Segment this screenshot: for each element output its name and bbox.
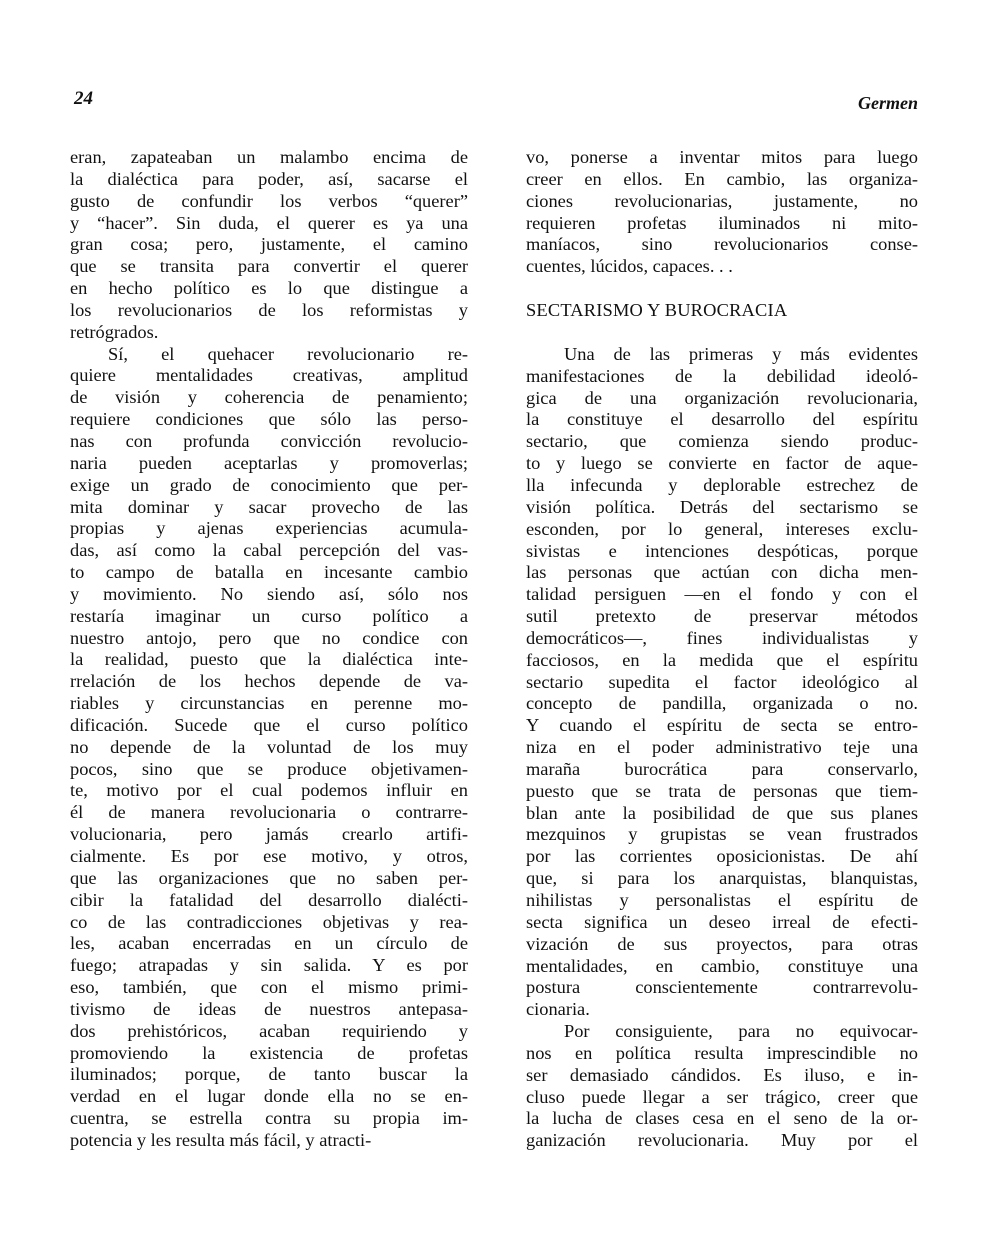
text-line: pocos, sino que se produce objetivamen-: [70, 758, 468, 779]
text-line: esconden, por lo general, intereses exclu-: [526, 518, 918, 539]
text-line: mentalidades, en cambio, constituye una: [526, 955, 918, 976]
text-line: ciones revolucionarias, justamente, no: [526, 190, 918, 211]
text-line: lla infecunda y deplorable estrechez de: [526, 474, 918, 495]
text-line: das, así como la cabal percepción del vas-: [70, 540, 468, 561]
text-line: las personas que actúan con dicha men-: [526, 562, 918, 583]
text-line: cuentes, lúcidos, capaces. . .: [526, 256, 733, 277]
text-line: sutil pretexto de preservar métodos: [526, 606, 918, 627]
text-line: concepto de pandilla, organizada o no.: [526, 693, 918, 714]
text-line: la realidad, puesto que la dialéctica inte-: [70, 649, 468, 670]
text-line: sectario supedita el factor ideológico al: [526, 671, 918, 692]
section-heading: SECTARISMO Y BUROCRACIA: [526, 300, 788, 321]
text-line: co de las contradicciones objetivas y rea-: [70, 911, 468, 932]
text-line: que, si para los anarquistas, blanquistas,: [526, 868, 918, 889]
text-line: exige un grado de conocimiento que per-: [70, 474, 468, 495]
text-line: nos en política resulta imprescindible no: [526, 1042, 918, 1063]
text-line: dos prehistóricos, acaban requiriendo y: [70, 1020, 468, 1041]
text-line: gran cosa; pero, justamente, el camino: [70, 234, 468, 255]
text-line: gica de una organización revolucionaria,: [526, 387, 918, 408]
text-line: por las corrientes oposicionistas. De ahí: [526, 846, 918, 867]
text-line: ser demasiado cándidos. Es iluso, e in-: [526, 1064, 918, 1085]
text-line: eso, también, que con el mismo primi-: [70, 977, 468, 998]
text-line: y “hacer”. Sin duda, el querer es ya una: [70, 212, 468, 233]
text-line: manifestaciones de la debilidad ideoló-: [526, 365, 918, 386]
text-line: Una de las primeras y más evidentes: [564, 343, 918, 364]
text-line: cibir la fatalidad del desarrollo dialécti-: [70, 889, 468, 910]
text-line: retrógrados.: [70, 321, 159, 342]
text-line: Sí, el quehacer revolucionario re-: [108, 343, 468, 364]
text-line: Y cuando el espíritu de secta se entro-: [526, 715, 918, 736]
text-line: iluminados; porque, de tanto buscar la: [70, 1064, 468, 1085]
text-line: democráticos—, fines individualistas y: [526, 627, 918, 648]
text-line: vo, ponerse a inventar mitos para luego: [526, 147, 918, 167]
text-line: cionaria.: [526, 999, 590, 1020]
text-line: postura conscientemente contrarrevolu-: [526, 977, 918, 998]
right-column-body: [526, 344, 918, 1152]
text-line: mita dominar y sacar provecho de las: [70, 496, 468, 517]
text-line: sivistas e intenciones despóticas, porque: [526, 540, 918, 561]
text-line: tivismo de ideas de nuestros antepasa-: [70, 998, 468, 1019]
text-line: no depende de la voluntad de los muy: [70, 736, 468, 757]
text-line: rrelación de los hechos depende de va-: [70, 671, 468, 692]
text-line: secta significa un deseo irreal de efecti-: [526, 911, 918, 932]
text-line: dificación. Sucede que el curso político: [70, 714, 468, 735]
text-line: potencia y les resulta más fácil, y atracti-: [70, 1129, 372, 1150]
text-line: la dialéctica para poder, así, sacarse el: [70, 168, 468, 189]
text-line: cluso puede llegar a ser trágico, creer que: [526, 1086, 918, 1107]
text-line: nihilistas y personalistas el espíritu de: [526, 890, 918, 910]
text-line: requieren profetas iluminados ni mito-: [526, 212, 918, 233]
text-line: los revolucionarios de los reformistas y: [70, 299, 468, 320]
text-line: creer en ellos. En cambio, las organiza-: [526, 168, 918, 189]
text-line: to campo de batalla en incesante cambio: [70, 562, 468, 583]
page-number: 24: [74, 88, 93, 109]
text-line: en hecho político es lo que distingue a: [70, 278, 468, 299]
text-line: ganización revolucionaria. Muy por el: [526, 1130, 918, 1151]
text-line: la constituye el desarrollo del espíritu: [526, 409, 918, 430]
text-line: propias y ajenas experiencias acumula-: [70, 518, 468, 539]
text-line: sectario, que comienza siendo produc-: [526, 431, 918, 452]
text-line: quiere mentalidades creativas, amplitud: [70, 365, 468, 386]
text-line: Por consiguiente, para no equivocar-: [564, 1021, 918, 1042]
text-line: talidad persiguen —en el fondo y con el: [526, 584, 918, 605]
text-line: volucionaria, pero jamás crearlo artifi-: [70, 824, 468, 845]
text-line: mezquinos y grupistas se vean frustrados: [526, 824, 918, 845]
text-line: puesto que se trata de personas que tiem-: [526, 780, 918, 801]
text-line: requiere condiciones que sólo las perso-: [70, 409, 468, 430]
text-line: eran, zapateaban un malambo encima de: [70, 147, 468, 167]
left-column: [70, 147, 468, 1152]
text-line: riables y circunstancias en perenne mo-: [70, 693, 468, 714]
text-line: niza en el poder administrativo teje una: [526, 737, 918, 758]
text-line: to y luego se convierte en factor de aque-: [526, 453, 918, 474]
right-column: [526, 147, 918, 1152]
text-line: que las organizaciones que no saben per-: [70, 867, 468, 888]
text-line: te, motivo por el cual podemos influir en: [70, 780, 468, 801]
text-line: les, acaban encerradas en un círculo de: [70, 933, 468, 954]
text-line: gusto de confundir los verbos “querer”: [70, 190, 468, 211]
text-line: nas con profunda convicción revolucio-: [70, 430, 468, 451]
text-line: nuestro antojo, pero que no condice con: [70, 627, 468, 648]
text-line: maraña burocrática para conservarlo,: [526, 758, 918, 779]
text-line: maníacos, sino revolucionarios conse-: [526, 234, 918, 255]
text-line: blan ante la posibilidad de que sus planes: [526, 802, 918, 823]
text-line: vización de sus proyectos, para otras: [526, 933, 918, 954]
text-line: él de manera revolucionaria o contrarre-: [70, 802, 468, 823]
text-line: de visión y coherencia de penamiento;: [70, 387, 468, 408]
running-title: Germen: [858, 93, 918, 113]
text-line: fuego; atrapadas y sin salida. Y es por: [70, 955, 468, 976]
text-line: la lucha de clases cesa en el seno de la or-: [526, 1108, 918, 1129]
right-column-intro: [526, 147, 918, 278]
text-line: visión política. Detrás del sectarismo se: [526, 496, 918, 517]
text-line: restaría imaginar un curso político a: [70, 605, 468, 626]
text-line: cialmente. Es por ese motivo, y otros,: [70, 846, 468, 866]
text-line: y movimiento. No siendo así, sólo nos: [70, 583, 468, 604]
text-line: cuentra, se estrella contra su propia im-: [70, 1108, 468, 1129]
text-line: promoviendo la existencia de profetas: [70, 1042, 468, 1063]
text-line: facciosos, en la medida que el espíritu: [526, 649, 918, 670]
text-line: naria pueden aceptarlas y promoverlas;: [70, 452, 468, 473]
text-line: que se transita para convertir el querer: [70, 256, 468, 277]
text-line: verdad en el lugar donde ella no se en-: [70, 1086, 468, 1107]
